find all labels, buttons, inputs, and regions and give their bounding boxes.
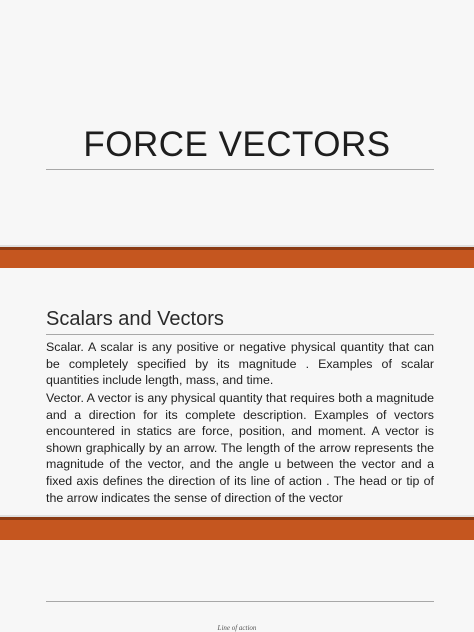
next-slide: [0, 540, 474, 632]
section-heading: Scalars and Vectors: [46, 308, 224, 330]
title-slide: [0, 0, 474, 245]
slide-title: FORCE VECTORS: [83, 125, 391, 164]
separator-band: [0, 250, 474, 268]
title-divider: [46, 169, 434, 170]
next-slide-divider: [46, 601, 434, 602]
line-of-action-label: Line of action: [217, 624, 257, 632]
scalar-paragraph: Scalar. A scalar is any positive or negative physical quantity that can be completely specified by its magnitude . Examples of scalar quantities include length, mass, and time.: [46, 340, 434, 388]
vector-paragraph: Vector. A vector is any physical quantity that requires both a magnitude and a direction for its complete description. Examples of vectors encountered in statics are force, position, and moment. A vector is shown graphically by an arrow. The length of the arrow represents the magnitude of the vector, and the angle u between the vector and a fixed axis defines the direction of its line of action . The head or tip of the arrow indicates the sense of direction of the vector: [46, 391, 434, 505]
heading-divider: [46, 334, 434, 335]
separator-band-2: [0, 520, 474, 540]
